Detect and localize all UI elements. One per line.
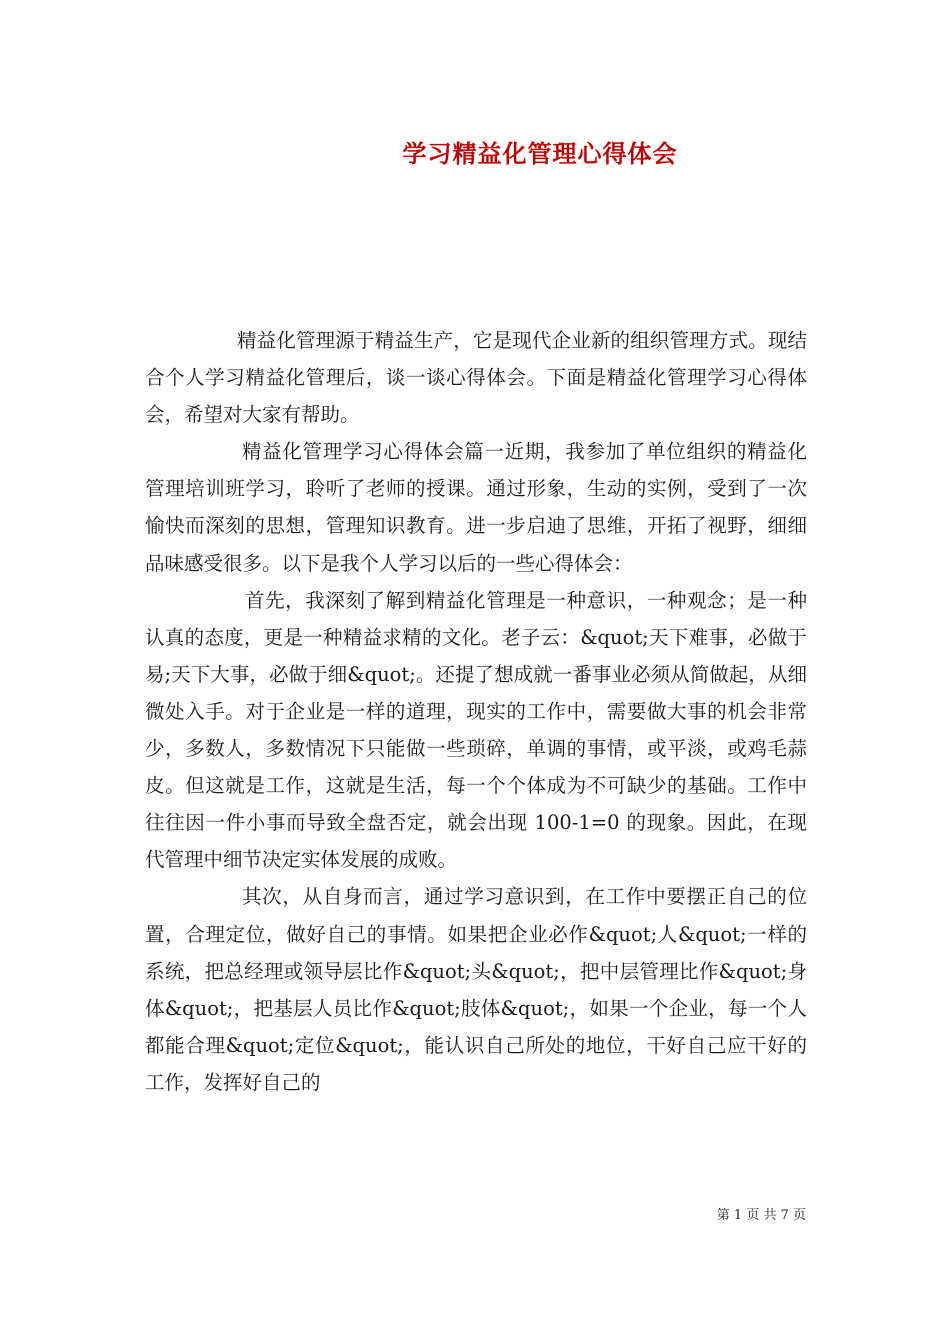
paragraph-first-point: 首先，我深刻了解到精益化管理是一种意识，一种观念；是一种认真的态度，更是一种精益求精的文化。老子云：&quot;天下难事，必做于易;天下大事，必做于细&quot;。还提了想成就一番事业必须从简做起，从细微处入手。对于企业是一样的道理，现实的工作中，需要做大事的机会非常少，多数人，多数情况下只能做一些琐碎，单调的事情，或平淡，或鸡毛蒜皮。但这就是工作，这就是生活，每一个个体成为不可缺少的基础。工作中往往因一件小事而导致全盘否定，就会出现 100-1=0 的现象。因此，在现代管理中细节决定实体发展的成败。 xyxy=(145,588,807,872)
paragraph-part-one: 精益化管理学习心得体会篇一近期，我参加了单位组织的精益化管理培训班学习，聆听了老师的授课。通过形象，生动的实例，受到了一次愉快而深刻的思想，管理知识教育。进一步启迪了思维，开拓了视野，细细品味感受很多。以下是我个人学习以后的一些心得体会： xyxy=(145,440,807,575)
page-number: 第 1 页 共 7 页 xyxy=(716,1208,806,1223)
paragraph-intro: 精益化管理源于精益生产，它是现代企业新的组织管理方式。现结合个人学习精益化管理后，谈一谈心得体会。下面是精益化管理学习心得体会，希望对大家有帮助。 xyxy=(145,329,807,427)
document-body xyxy=(145,322,807,1101)
paragraph-second-point: 其次，从自身而言，通过学习意识到，在工作中要摆正自己的位置，合理定位，做好自己的事情。如果把企业必作&quot;人&quot;一样的系统，把总经理或领导层比作&quot;头&quot;，把中层管理比作&quot;身体&quot;，把基层人员比作&quot;肢体&quot;，如果一个企业，每一个人都能合理&quot;定位&quot;，能认识自己所处的地位，干好自己应干好的工作，发挥好自己的 xyxy=(145,885,807,1094)
document-title: 学习精益化管理心得体会 xyxy=(402,140,678,168)
